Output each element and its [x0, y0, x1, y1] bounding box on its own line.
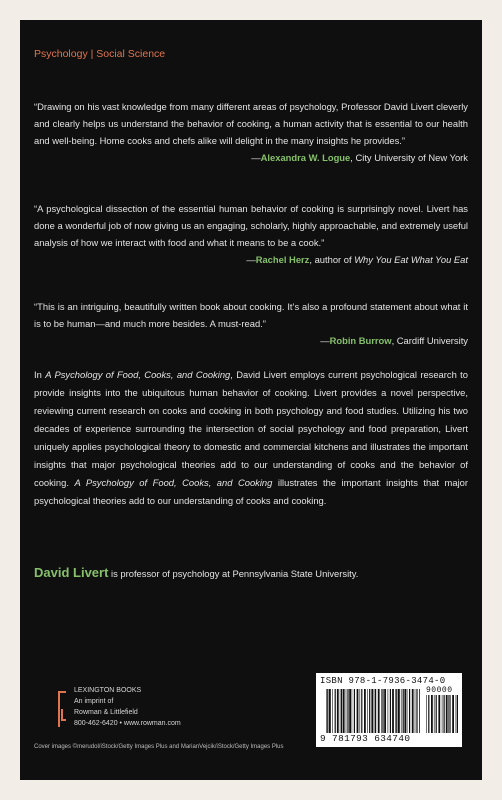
quote-attribution: —Robin Burrow, Cardiff University [320, 335, 468, 346]
quote-author: Robin Burrow [329, 335, 392, 346]
quote-text: “Drawing on his vast knowledge from many different areas of psychology, Professor David Livert cleverly and clearly helps us understand the behavior of cooking, a human activity that is essential to our health and well-being. Home cooks and chefs alike will delight in the many insights he provides.” [34, 101, 468, 146]
quote-text: “This is an intriguing, beautifully written book about cooking. It’s also a profound statement about what it is to be human—and much more besides. A must-read.” [34, 301, 468, 329]
author-bio: David Livert is professor of psychology at Pennsylvania State University. [34, 565, 359, 580]
isbn-number: ISBN 978-1-7936-3474-0 [320, 676, 446, 686]
publisher-text: LEXINGTON BOOKS An imprint of Rowman & Littlefield 800-462-6420 • www.rowman.com [74, 687, 181, 727]
barcode-digits: 9 781793 634740 [320, 733, 411, 744]
barcode-bars [326, 689, 420, 733]
author-name: David Livert [34, 565, 109, 580]
quote-author: Rachel Herz [255, 254, 310, 265]
quote-attribution: —Alexandra W. Logue, City University of New York [251, 152, 468, 163]
back-cover [20, 20, 482, 780]
barcode-addon-digits: 90000 [426, 686, 453, 695]
barcode-addon-bars [426, 695, 458, 733]
category-label: Psychology | Social Science [34, 48, 166, 60]
cover-credits: Cover images ©merudol/iStock/Getty Images Plus and MarianVejcik/iStock/Getty Images Plus [34, 744, 284, 750]
publisher-block [58, 685, 258, 735]
isbn-barcode [316, 673, 462, 747]
blurb-burrow [34, 298, 468, 349]
publisher-logo-icon [58, 691, 66, 727]
book-description: In A Psychology of Food, Cooks, and Cooking, David Livert employs current psychological research to provide insights into the ubiquitous human behavior of cooking. Livert provides a novel perspective, reviewing current research on cooks and cooking in both psychology and food studies. Utilizing his two decades of experience surrounding the intersection of social psychology and food preparation, Livert uniquely applies psychological theory to domestic and commercial kitchens and illustrates the important insights that major psychological theories add to our understanding of cooks and the behavior of cooking. A Psychology of Food, Cooks, and Cooking illustrates the important insights that major psychological theories add to our understanding of cooks and cooking. [34, 369, 468, 506]
blurb-herz [34, 200, 468, 268]
quote-attribution: —Rachel Herz, author of Why You Eat What You Eat [246, 254, 468, 265]
quote-book-title: Why You Eat What You Eat [354, 254, 468, 265]
blurb-logue [34, 98, 468, 166]
quote-author: Alexandra W. Logue [260, 152, 351, 163]
quote-text: “A psychological dissection of the essential human behavior of cooking is surprisingly novel. Livert has done a wonderful job of now giving us an engaging, scholarly, highly approachable, and extremely useful analysis of how we interact with food and what it means to be a cook.” [34, 203, 468, 248]
